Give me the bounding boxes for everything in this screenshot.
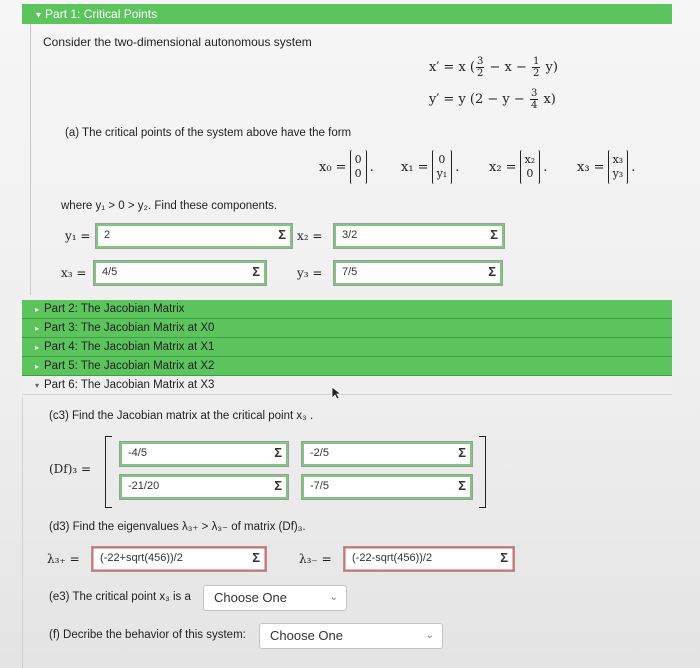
critical-point-x2: x₂ = x₂ 0 . xyxy=(489,150,547,184)
x2-field-label: x₂ = xyxy=(297,229,323,243)
part1-title: Part 1: Critical Points xyxy=(45,7,158,21)
eq1-mid: − x − xyxy=(485,60,532,75)
equation-x-prime xyxy=(429,56,558,79)
x3-vector xyxy=(608,150,629,184)
part2-header[interactable] xyxy=(22,300,672,319)
x2-label: x₂ = xyxy=(489,159,517,175)
x1-bottom: y₁ xyxy=(436,167,448,180)
x3-bottom: y₃ xyxy=(612,167,624,180)
where-text: where y₁ > 0 > y₂. Find these components. xyxy=(61,200,278,212)
y3-field-label: y₃ = xyxy=(297,266,323,280)
x2-input[interactable] xyxy=(333,223,505,249)
y1-label: y₁ = xyxy=(65,229,91,243)
part6-body xyxy=(22,398,673,668)
question-e3: (e3) The critical point x₃ is a xyxy=(49,591,191,603)
x3-value: 4/5 xyxy=(102,266,118,278)
eq2-frac1 xyxy=(530,88,538,111)
x3-label: x₃ = xyxy=(577,159,605,175)
sigma-icon[interactable]: Σ xyxy=(490,227,498,242)
x2-top: x₂ xyxy=(524,153,536,166)
x0-top: 0 xyxy=(354,153,362,166)
x2-value: 3/2 xyxy=(342,229,358,241)
sigma-icon[interactable]: Σ xyxy=(458,478,466,493)
eq1-frac1-den: 2 xyxy=(476,68,484,79)
sigma-icon[interactable]: Σ xyxy=(278,227,286,242)
eq1-frac2-num: 1 xyxy=(533,56,540,67)
chevron-down-icon: ⌄ xyxy=(425,630,434,641)
caret-right-icon: ▸ xyxy=(34,343,39,352)
question-f: (f) Decribe the behavior of this system: xyxy=(49,629,246,641)
eq1-frac2-den: 2 xyxy=(533,68,540,79)
part4-header[interactable] xyxy=(22,338,672,357)
e3-select[interactable] xyxy=(203,585,347,611)
y1-input[interactable] xyxy=(95,223,293,249)
part2-title: Part 2: The Jacobian Matrix xyxy=(44,303,185,315)
caret-right-icon: ▸ xyxy=(34,362,39,371)
caret-right-icon: ▸ xyxy=(34,324,39,333)
critical-point-x0: x₀ = 0 0 . xyxy=(319,150,374,184)
lambda-plus-input[interactable] xyxy=(91,546,267,572)
sigma-icon[interactable]: Σ xyxy=(252,550,260,565)
sigma-icon[interactable]: Σ xyxy=(458,445,466,460)
a22-value: -7/5 xyxy=(310,480,329,492)
question-c3: (c3) Find the Jacobian matrix at the critical point x₃ . xyxy=(49,410,314,422)
critical-point-x1: x₁ = 0 y₁ . xyxy=(401,150,459,184)
x0-vector xyxy=(350,150,367,184)
question-d3: (d3) Find the eigenvalues λ₃₊ > λ₃₋ of matrix (Df)₃. xyxy=(49,521,306,533)
caret-right-icon: ▸ xyxy=(34,305,39,314)
sigma-icon[interactable]: Σ xyxy=(488,264,496,279)
x2-bottom: 0 xyxy=(526,167,534,180)
intro-text: Consider the two-dimensional autonomous system xyxy=(43,35,312,49)
y1-value: 2 xyxy=(104,229,111,241)
eq1-end: y) xyxy=(541,60,558,75)
equation-y-prime xyxy=(429,88,556,111)
eq2-lhs: y′ = y (2 − y − xyxy=(429,92,529,107)
lambda-plus-label: λ₃₊ = xyxy=(47,552,80,566)
a11-value: -4/5 xyxy=(128,447,147,459)
matrix-a11-input[interactable] xyxy=(119,441,289,467)
part3-header[interactable] xyxy=(22,319,672,338)
eq1-frac1 xyxy=(476,56,484,79)
matrix-label: (Df)₃ = xyxy=(49,462,92,476)
eq1-lhs: x′ = x ( xyxy=(429,60,475,75)
eq2-end: x) xyxy=(539,92,556,107)
lambda-plus-value: (-22+sqrt(456))/2 xyxy=(100,552,183,564)
y3-value: 7/5 xyxy=(342,266,358,278)
part1-body xyxy=(30,24,673,295)
x3-input[interactable] xyxy=(93,260,267,286)
caret-down-icon: ▾ xyxy=(36,10,42,21)
part6-title: Part 6: The Jacobian Matrix at X3 xyxy=(44,379,215,391)
sigma-icon[interactable]: Σ xyxy=(252,264,260,279)
x1-vector xyxy=(432,150,453,184)
critical-point-x3: x₃ = x₃ y₃ . xyxy=(577,150,635,184)
matrix-a21-input[interactable] xyxy=(119,474,289,500)
eq1-frac1-num: 3 xyxy=(476,56,484,67)
lambda-minus-value: (-22-sqrt(456))/2 xyxy=(352,552,433,564)
x3-top: x₃ xyxy=(612,153,624,166)
a12-value: -2/5 xyxy=(310,447,329,459)
eq1-frac2 xyxy=(532,56,540,79)
part4-title: Part 4: The Jacobian Matrix at X1 xyxy=(44,341,215,353)
sigma-icon[interactable]: Σ xyxy=(500,550,508,565)
part1-header[interactable] xyxy=(22,4,672,24)
part3-title: Part 3: The Jacobian Matrix at X0 xyxy=(44,322,215,334)
x3-field-label: x₃ = xyxy=(61,266,87,280)
x2-vector xyxy=(520,150,541,184)
caret-down-icon: ▾ xyxy=(34,381,39,390)
part5-title: Part 5: The Jacobian Matrix at X2 xyxy=(44,360,215,372)
f-select[interactable] xyxy=(259,623,443,649)
eq2-frac1-num: 3 xyxy=(530,88,538,99)
eq2-frac1-den: 4 xyxy=(530,100,538,111)
matrix-a22-input[interactable] xyxy=(301,474,473,500)
part5-header[interactable] xyxy=(22,357,672,376)
f-select-value: Choose One xyxy=(270,628,343,643)
part6-header[interactable] xyxy=(22,376,672,395)
x1-label: x₁ = xyxy=(401,159,429,175)
matrix-left-bracket xyxy=(105,436,112,508)
matrix-a12-input[interactable] xyxy=(301,441,473,467)
x1-top: 0 xyxy=(438,153,446,166)
question-a: (a) The critical points of the system above have the form xyxy=(65,127,352,139)
x0-bottom: 0 xyxy=(354,167,362,180)
lambda-minus-label: λ₃₋ = xyxy=(299,552,332,566)
lambda-minus-input[interactable] xyxy=(343,546,515,572)
a21-value: -21/20 xyxy=(128,480,160,492)
x0-label: x₀ = xyxy=(319,159,347,175)
e3-select-value: Choose One xyxy=(214,590,287,605)
sigma-icon[interactable]: Σ xyxy=(274,478,282,493)
sigma-icon[interactable]: Σ xyxy=(274,445,282,460)
matrix-right-bracket xyxy=(479,436,486,508)
chevron-down-icon: ⌄ xyxy=(329,592,338,603)
y3-input[interactable] xyxy=(333,260,503,286)
